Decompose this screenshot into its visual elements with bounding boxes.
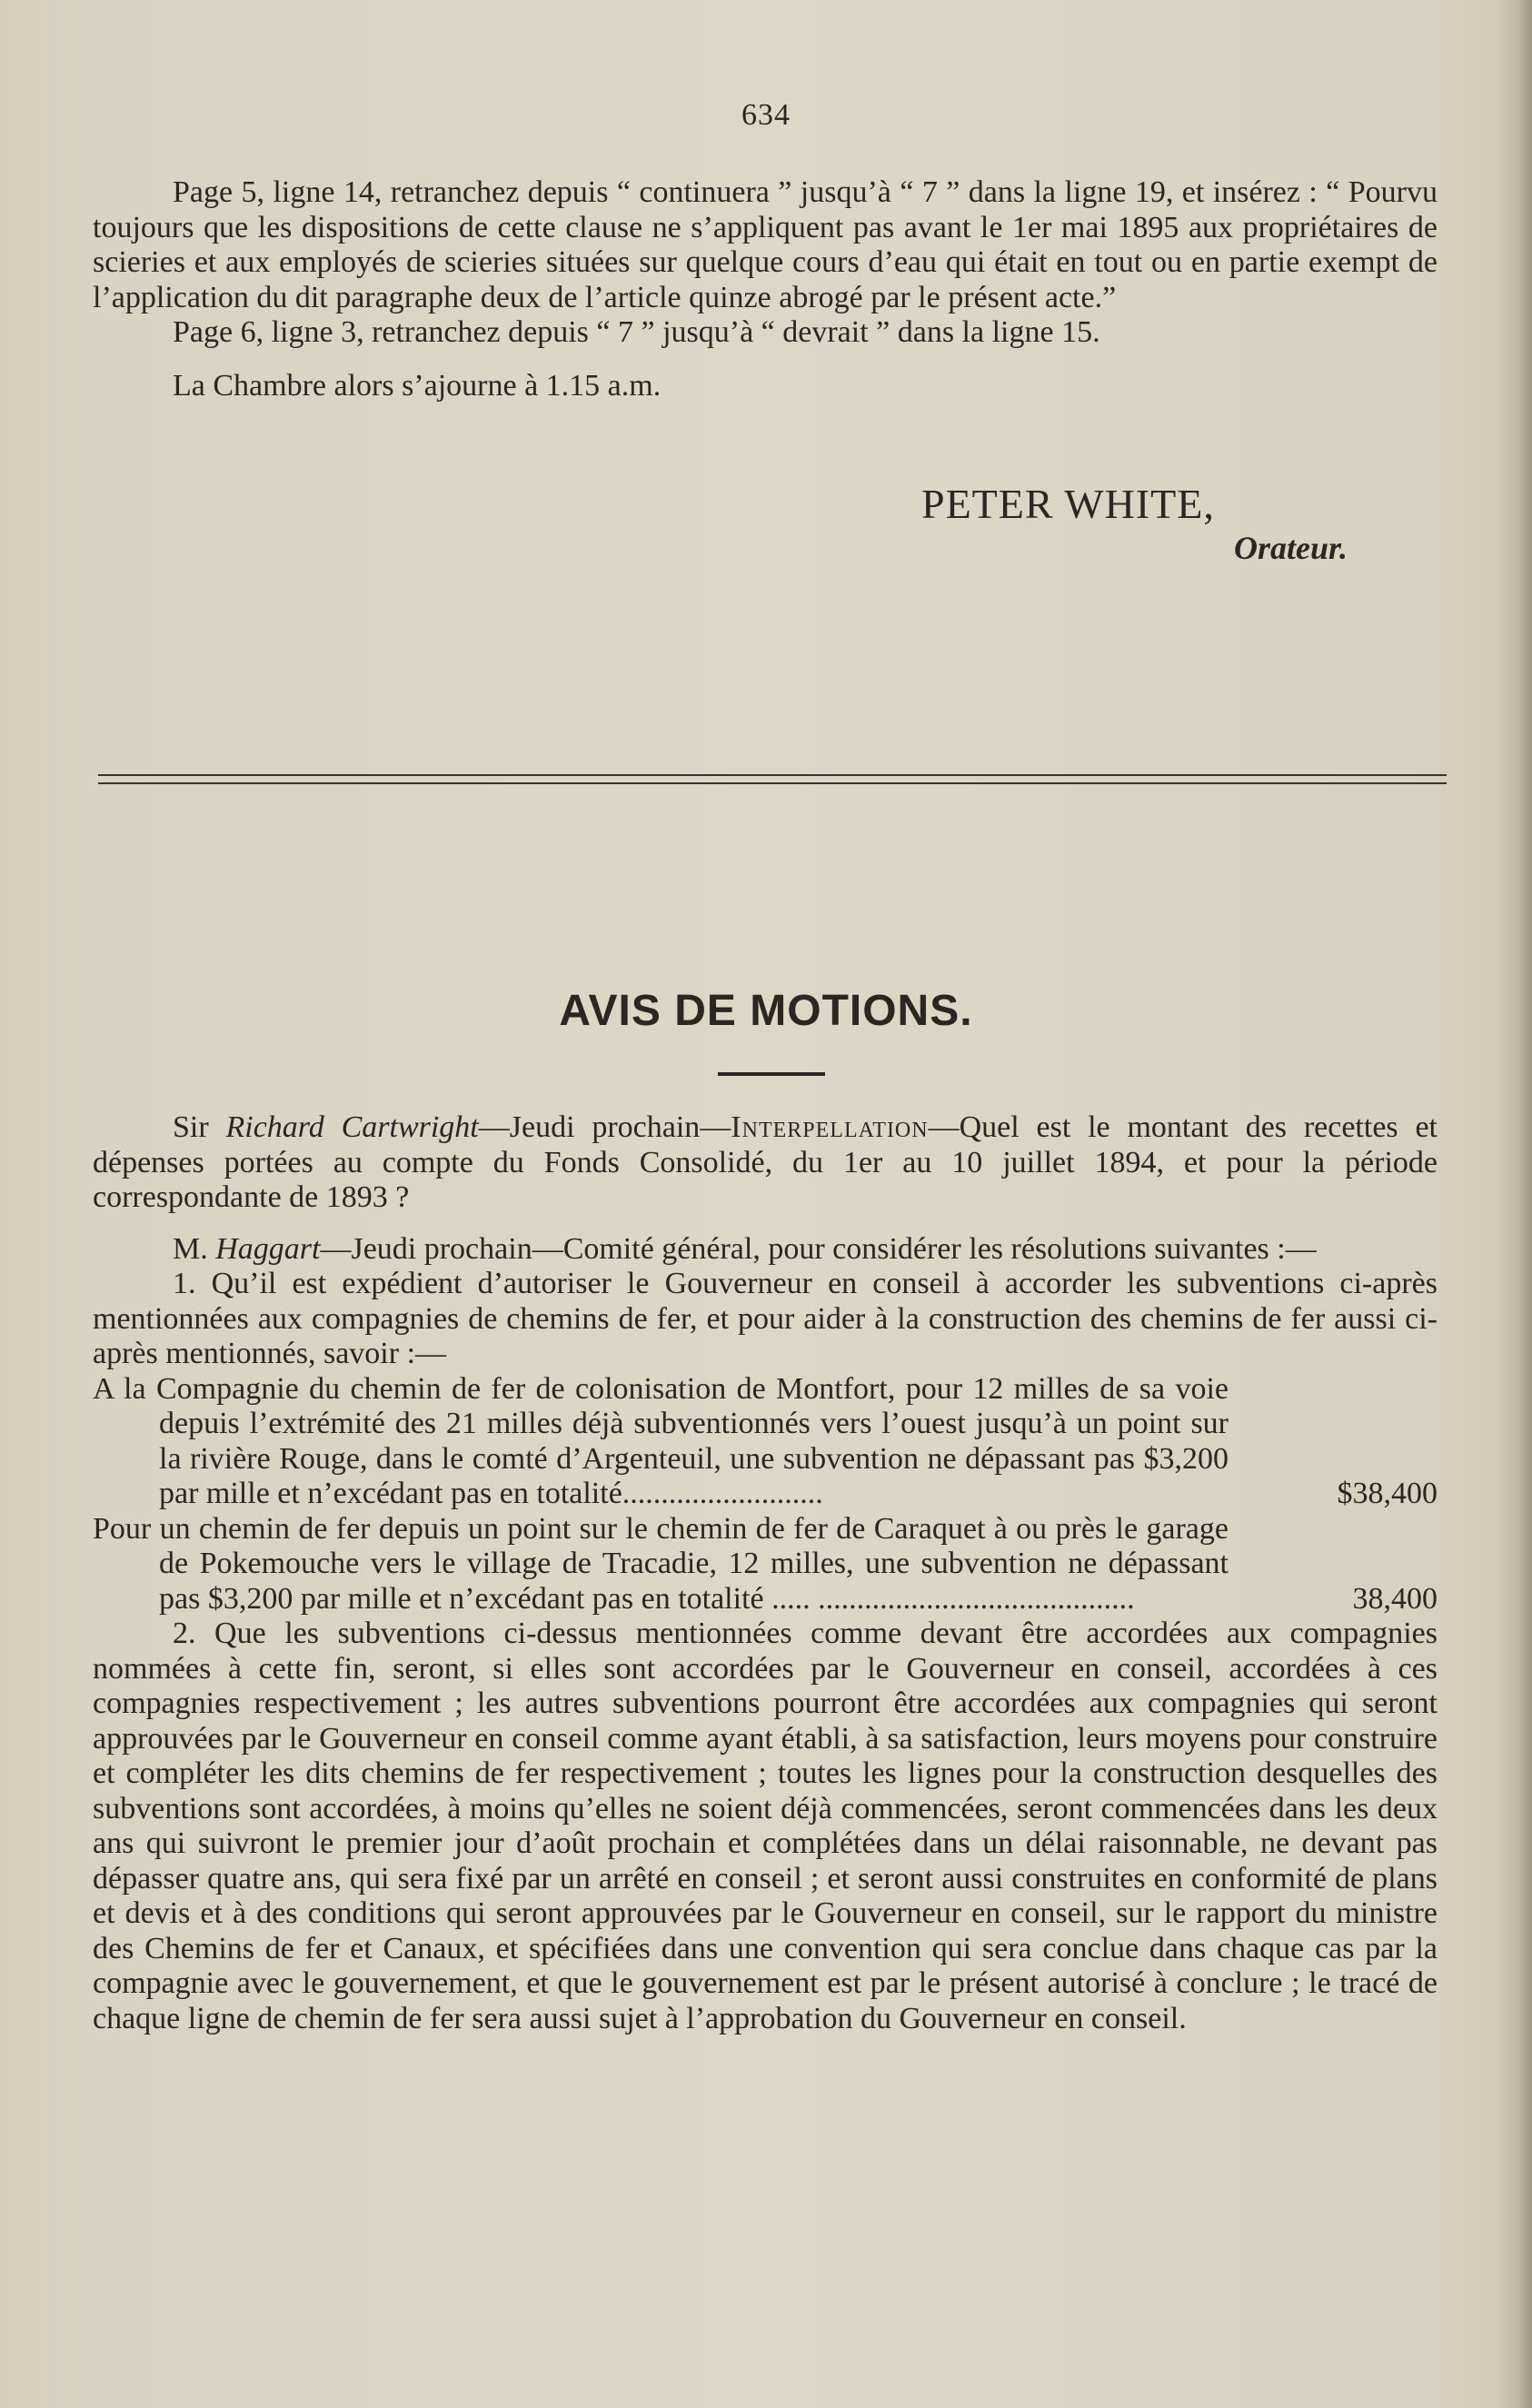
motion-text: —Quel est le montant des recettes et dépenses portées au compte du Fonds Consolidé, du 1er au 10 juillet 1894, et pour la période correspondante de 1893 ? bbox=[93, 1110, 1438, 1214]
resolution-paragraph: 2. Que les subventions ci-dessus mentionnées comme devant être accordées aux compagnies nommées à cette fin, seront, si elles sont accordées par le Gouverneur en conseil, accordées à ces compagnies respectivement ; les autres subventions pourront être accordées aux compagnies qui seront approuvées par le Gouverneur en conseil comme ayant établi, à sa satisfaction, leurs moyens pour construire et compléter les dits chemins de fer respectivement ; toutes les lignes pour la construction desquelles des subventions sont accordées, à moins qu’elles ne soient déjà commencées, seront commencées dans les deux ans qui suivront le premier jour d’août prochain et complétées dans un délai raisonnable, ne devant pas dépasser quatre ans, qui sera fixé par un arrêté en conseil ; et seront aussi construites en conformité de plans et devis et à des conditions qui seront approuvées par le Gouverneur en conseil, sur le rapport du ministre des Chemins de fer et Canaux, et spécifiées dans une convention qui sera conclue dans chaque cas par la compagnie avec le gouvernement, et que le gouvernement est par le présent autorisé à conclure ; le tracé de chaque ligne de chemin de fer sera aussi sujet à l’approbation du Gouverneur en conseil. bbox=[93, 1617, 1437, 2035]
resolution-paragraph: 1. Qu’il est expédient d’autoriser le Gouverneur en conseil à accorder les subventions ci-après mentionnées aux compagnies de chemins de fer, et pour aider à la construction des chemins de fer aussi ci-après mentionnés, savoir :— bbox=[93, 1267, 1437, 1370]
motion-kind: Interpellation bbox=[731, 1110, 929, 1144]
motion-prefix: M. bbox=[173, 1231, 216, 1266]
section-heading: AVIS DE MOTIONS. bbox=[559, 987, 973, 1035]
motion-when: —Jeudi prochain— bbox=[478, 1110, 731, 1144]
subsidy-amount: $38,400 bbox=[1337, 1477, 1437, 1510]
motion-paragraph bbox=[93, 1232, 1437, 1268]
motions-block bbox=[93, 1110, 1437, 2036]
page-edge-shadow bbox=[1497, 0, 1532, 2408]
amendment-paragraph: Page 5, ligne 14, retranchez depuis “ continuera ” jusqu’à “ 7 ” dans la ligne 19, et insérez : “ Pourvu toujours que les dispositions de cette clause ne s’appliquent pas avant le 1er mai 1895 aux propriétaires de scieries et aux employés de scieries situées sur quelque cours d’eau qui était en tout ou en partie exempt de l’application du dit paragraphe deux de l’article quinze abrogé par le présent acte.” bbox=[93, 175, 1437, 314]
motion-text: —Jeudi prochain—Comité général, pour considérer les résolutions suivantes :— bbox=[320, 1231, 1317, 1266]
subsidy-description: Pour un chemin de fer depuis un point sur le chemin de fer de Caraquet à ou près le garage de Pokemouche vers le village de Tracadie, 12 milles, une subvention ne dépassant pas $3,200 par mille et n’excédant pas en totalité ..... ......................................... bbox=[93, 1511, 1229, 1616]
amendments-block bbox=[93, 175, 1437, 403]
section-divider bbox=[98, 774, 1447, 784]
member-name: Richard Cartwright bbox=[225, 1110, 479, 1144]
subsidy-amount: 38,400 bbox=[1352, 1581, 1437, 1616]
motion-paragraph bbox=[93, 1110, 1437, 1216]
signature-name: PETER WHITE, bbox=[921, 481, 1215, 527]
member-name: Haggart bbox=[215, 1231, 321, 1266]
heading-underline bbox=[718, 1072, 825, 1076]
subsidy-entry bbox=[93, 1372, 1437, 1512]
adjournment-line: La Chambre alors s’ajourne à 1.15 a.m. bbox=[173, 368, 662, 403]
subsidy-description: A la Compagnie du chemin de fer de colonisation de Montfort, pour 12 milles de sa voie depuis l’extrémité des 21 milles déjà subventionnés vers l’ouest jusqu’à un point sur la rivière Rouge, dans le comté d’Argenteuil, une subvention ne dépassant pas $3,200 par mille et n’excédant pas en totalité.......................... bbox=[93, 1371, 1229, 1510]
amendment-paragraph: Page 6, ligne 3, retranchez depuis “ 7 ” jusqu’à “ devrait ” dans la ligne 15. bbox=[173, 315, 1100, 349]
motion-prefix: Sir bbox=[173, 1110, 226, 1144]
page-number: 634 bbox=[741, 98, 791, 132]
subsidy-entry bbox=[93, 1512, 1437, 1617]
signature-title: Orateur. bbox=[1234, 530, 1348, 566]
